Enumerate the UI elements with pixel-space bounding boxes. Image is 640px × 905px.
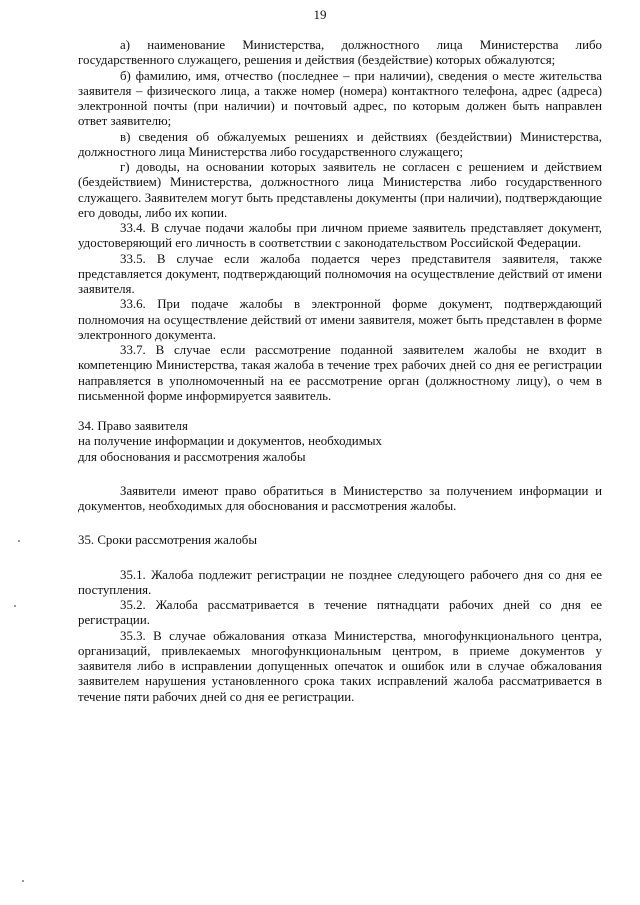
paragraph-33-6: 33.6. При подаче жалобы в электронной форме документ, подтверждающий полномочия на осуществление действий от имени заявителя, может быть представлен в форме электронного документа.: [78, 297, 602, 342]
paragraph-35-1: 35.1. Жалоба подлежит регистрации не позднее следующего рабочего дня со дня ее поступления.: [78, 567, 602, 597]
paragraph-35-3: 35.3. В случае обжалования отказа Министерства, многофункционального центра, организаций, привлекаемых многофункциональным центром, в приеме документов у заявителя либо в исправлении допущенных опечаток и ошибок или в случае обжалования заявителем нарушения установленного срока таких исправлений жалоба рассматривается в течение пяти рабочих дней со дня ее регистрации.: [78, 628, 602, 704]
paragraph-33-5: 33.5. В случае если жалоба подается через представителя заявителя, также представляется документ, подтверждающий полномочия на осуществление действий от имени заявителя.: [78, 251, 602, 296]
paragraph-v: в) сведения об обжалуемых решениях и действиях (бездействии) Министерства, должностного лица Министерства либо государственного служащего;: [78, 129, 602, 159]
section-34-heading-line-2: на получение информации и документов, необходимых: [78, 434, 382, 449]
paragraph-35-2: 35.2. Жалоба рассматривается в течение пятнадцати рабочих дней со дня ее регистрации.: [78, 598, 602, 628]
page-number: 19: [313, 7, 327, 22]
paragraph-33-4: 33.4. В случае подачи жалобы при личном приеме заявитель представляет документ, удостоверяющий его личность в соответствии с законодательством Российской Федерации.: [78, 221, 602, 251]
paragraph-a: а) наименование Министерства, должностного лица Министерства либо государственного служащего, решения и действия (бездействие) которых обжалуются;: [78, 38, 602, 68]
paragraph-b: б) фамилию, имя, отчество (последнее – при наличии), сведения о месте жительства заявителя – физического лица, а также номер (номера) контактного телефона, адрес (адреса) электронной почты (при наличии) и почтовый адрес, по которым должен быть направлен ответ заявителю;: [78, 68, 602, 129]
section-34-heading-line-3: для обоснования и рассмотрения жалобы: [78, 449, 306, 464]
paragraph-g: г) доводы, на основании которых заявитель не согласен с решением и действием (бездействием) Министерства, должностного лица Министерства либо государственного служащего. Заявителем могут быть представлены документы (при наличии), подтверждающие его доводы, либо их копии.: [78, 160, 602, 220]
scan-speck: [22, 880, 24, 882]
section-34-heading: [78, 419, 602, 465]
section-34-text: Заявители имеют право обратиться в Министерство за получением информации и документов, необходимых для обоснования и рассмотрения жалобы.: [78, 483, 602, 513]
scan-speck: [18, 540, 20, 542]
section-34-heading-line-1: 34. Право заявителя: [78, 419, 188, 433]
scan-speck: [14, 605, 16, 607]
paragraph-33-7: 33.7. В случае если рассмотрение поданной заявителем жалобы не входит в компетенцию Министерства, такая жалоба в течение трех рабочих дней со дня ее регистрации направляется в уполномоченный на ее рассмотрение орган (должностному лицу), о чем в письменной форме информируется заявитель.: [78, 343, 602, 403]
document-body: [78, 38, 602, 705]
section-35-heading: 35. Сроки рассмотрения жалобы: [78, 533, 257, 548]
